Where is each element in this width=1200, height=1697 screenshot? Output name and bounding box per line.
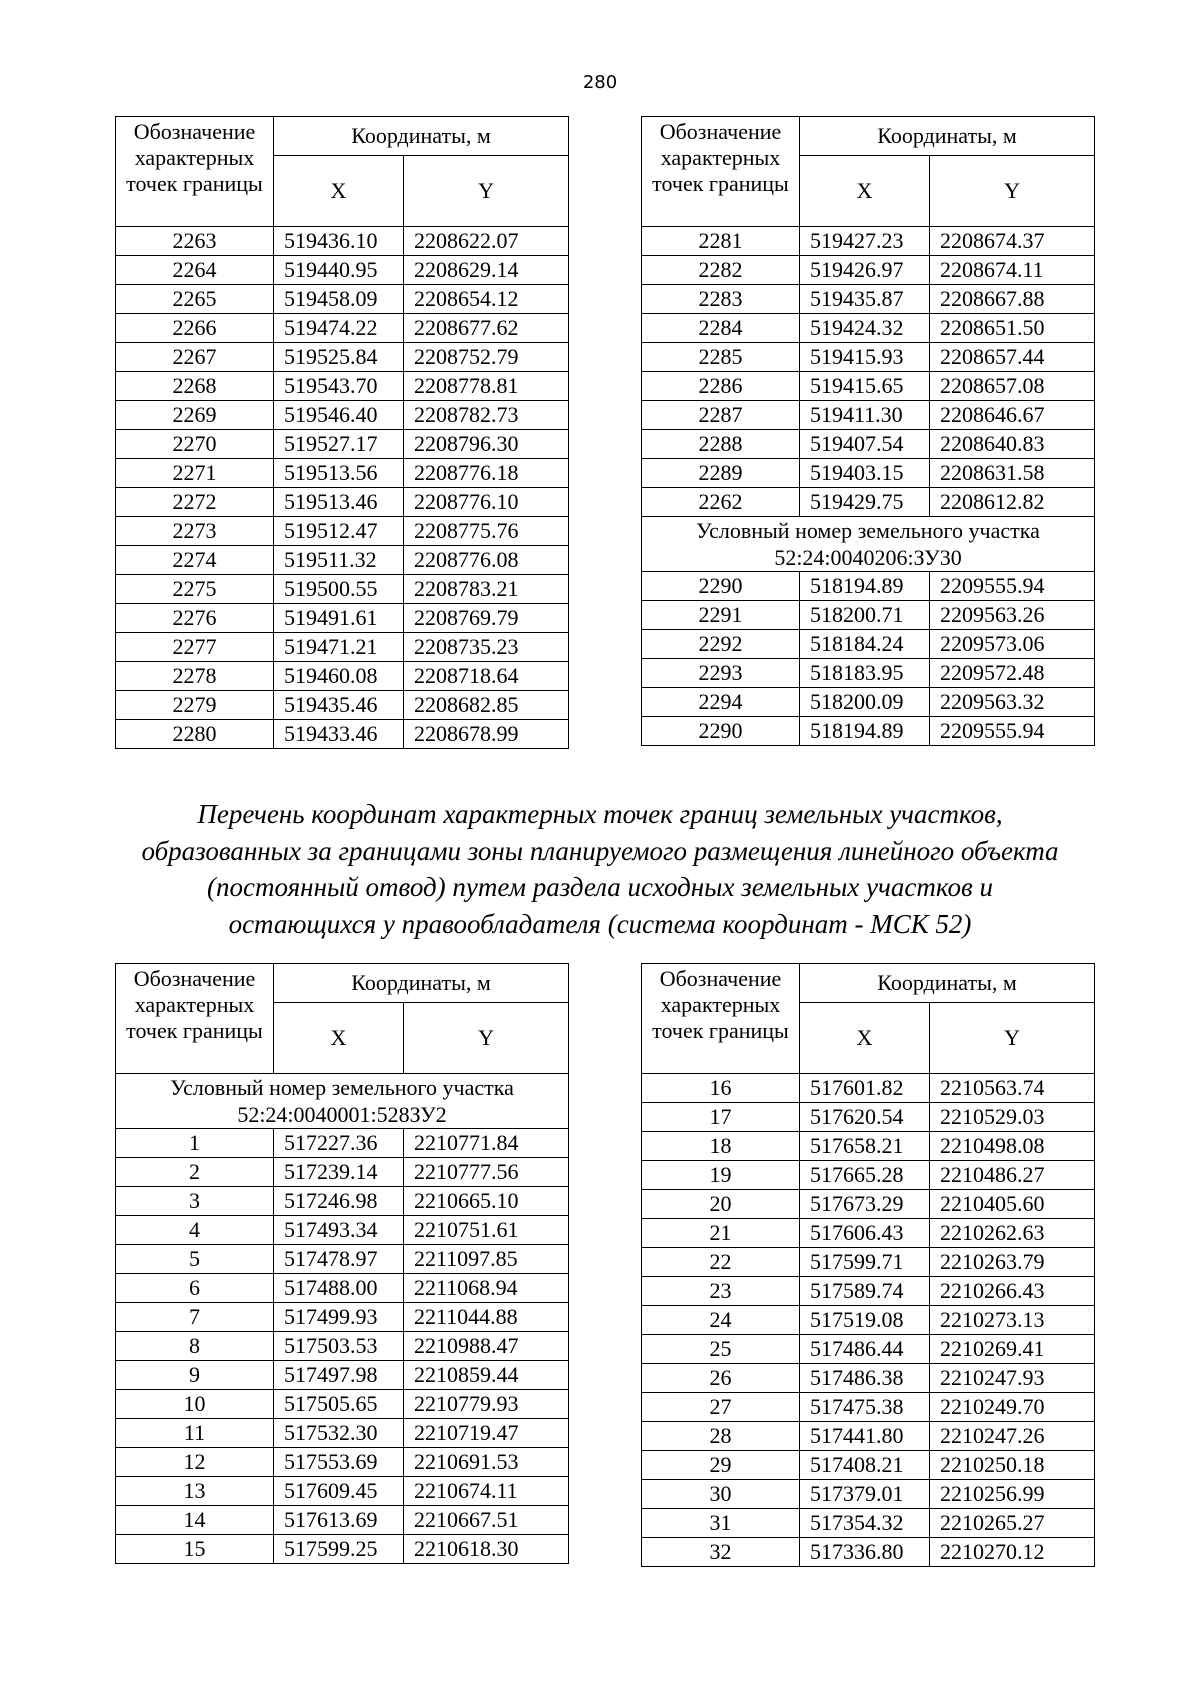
page-number: 280 xyxy=(582,72,618,93)
table-row xyxy=(642,1306,1095,1335)
point-number-cell: 4 xyxy=(116,1216,274,1245)
point-number-cell: 2267 xyxy=(116,343,274,372)
table-row xyxy=(642,1509,1095,1538)
x-coordinate-cell: 519436.10 xyxy=(274,227,404,256)
point-number-cell: 31 xyxy=(642,1509,800,1538)
x-coordinate-cell: 517599.71 xyxy=(800,1248,930,1277)
x-coordinate-cell: 519424.32 xyxy=(800,314,930,343)
point-number-cell: 8 xyxy=(116,1332,274,1361)
y-coordinate-cell: 2210262.63 xyxy=(930,1219,1095,1248)
x-coordinate-cell: 519427.23 xyxy=(800,227,930,256)
coordinates-table-3 xyxy=(115,963,569,1564)
x-coordinate-cell: 518194.89 xyxy=(800,717,930,746)
x-coordinate-cell: 519474.22 xyxy=(274,314,404,343)
y-coordinate-cell: 2210263.79 xyxy=(930,1248,1095,1277)
y-coordinate-cell: 2208778.81 xyxy=(404,372,569,401)
y-coordinate-cell: 2208631.58 xyxy=(930,459,1095,488)
x-coordinate-cell: 518194.89 xyxy=(800,572,930,601)
y-coordinate-cell: 2210498.08 xyxy=(930,1132,1095,1161)
table-row xyxy=(642,1538,1095,1567)
point-number-cell: 16 xyxy=(642,1074,800,1103)
x-coordinate-cell: 519511.32 xyxy=(274,546,404,575)
y-coordinate-cell: 2208776.18 xyxy=(404,459,569,488)
point-number-cell: 2286 xyxy=(642,372,800,401)
table-row xyxy=(116,633,569,662)
point-number-cell: 2281 xyxy=(642,227,800,256)
table-row xyxy=(642,688,1095,717)
table-row xyxy=(642,1393,1095,1422)
point-number-cell: 19 xyxy=(642,1161,800,1190)
point-label-header: Обозначение характерных точек границы xyxy=(642,117,800,227)
table-row xyxy=(642,1248,1095,1277)
section-heading xyxy=(60,796,1140,942)
y-coordinate-cell: 2208651.50 xyxy=(930,314,1095,343)
y-coordinate-cell: 2208796.30 xyxy=(404,430,569,459)
x-coordinate-cell: 519411.30 xyxy=(800,401,930,430)
table-row xyxy=(116,575,569,604)
point-number-cell: 22 xyxy=(642,1248,800,1277)
y-coordinate-cell: 2208674.37 xyxy=(930,227,1095,256)
y-coordinate-cell: 2208682.85 xyxy=(404,691,569,720)
x-coordinate-cell: 517493.34 xyxy=(274,1216,404,1245)
table-row xyxy=(116,1419,569,1448)
table-row xyxy=(116,517,569,546)
y-coordinate-cell: 2209555.94 xyxy=(930,717,1095,746)
y-coordinate-cell: 2210265.27 xyxy=(930,1509,1095,1538)
table-row xyxy=(642,601,1095,630)
x-coordinate-cell: 519426.97 xyxy=(800,256,930,285)
table-row xyxy=(116,720,569,749)
x-coordinate-cell: 517497.98 xyxy=(274,1361,404,1390)
table-row xyxy=(116,1187,569,1216)
table-row xyxy=(116,1245,569,1274)
y-coordinate-cell: 2208783.21 xyxy=(404,575,569,604)
point-number-cell: 11 xyxy=(116,1419,274,1448)
y-coordinate-cell: 2210771.84 xyxy=(404,1129,569,1158)
point-number-cell: 10 xyxy=(116,1390,274,1419)
x-coordinate-cell: 517354.32 xyxy=(800,1509,930,1538)
y-coordinate-cell: 2208657.44 xyxy=(930,343,1095,372)
point-number-cell: 2274 xyxy=(116,546,274,575)
table-row xyxy=(116,662,569,691)
coordinates-table-1 xyxy=(115,116,569,749)
x-coordinate-cell: 517478.97 xyxy=(274,1245,404,1274)
point-number-cell: 13 xyxy=(116,1477,274,1506)
x-coordinate-cell: 517379.01 xyxy=(800,1480,930,1509)
x-coordinate-cell: 517589.74 xyxy=(800,1277,930,1306)
x-coordinate-cell: 517601.82 xyxy=(800,1074,930,1103)
parcel-number-row xyxy=(116,1074,569,1129)
y-header: Y xyxy=(930,156,1095,227)
point-number-cell: 2285 xyxy=(642,343,800,372)
parcel-label: Условный номер земельного участка xyxy=(170,1075,514,1100)
table-row xyxy=(116,401,569,430)
x-coordinate-cell: 517488.00 xyxy=(274,1274,404,1303)
x-coordinate-cell: 517441.80 xyxy=(800,1422,930,1451)
x-coordinate-cell: 519491.61 xyxy=(274,604,404,633)
y-coordinate-cell: 2208667.88 xyxy=(930,285,1095,314)
y-coordinate-cell: 2209573.06 xyxy=(930,630,1095,659)
y-coordinate-cell: 2210618.30 xyxy=(404,1535,569,1564)
x-coordinate-cell: 517519.08 xyxy=(800,1306,930,1335)
table-row xyxy=(116,488,569,517)
point-number-cell: 2262 xyxy=(642,488,800,517)
coordinates-table-2 xyxy=(641,116,1095,746)
y-coordinate-cell: 2211044.88 xyxy=(404,1303,569,1332)
y-coordinate-cell: 2208776.08 xyxy=(404,546,569,575)
point-number-cell: 15 xyxy=(116,1535,274,1564)
y-coordinate-cell: 2208657.08 xyxy=(930,372,1095,401)
x-coordinate-cell: 517609.45 xyxy=(274,1477,404,1506)
x-coordinate-cell: 517246.98 xyxy=(274,1187,404,1216)
point-number-cell: 2290 xyxy=(642,717,800,746)
point-label-header: Обозначение характерных точек границы xyxy=(642,964,800,1074)
y-coordinate-cell: 2208752.79 xyxy=(404,343,569,372)
table-row xyxy=(642,372,1095,401)
point-number-cell: 7 xyxy=(116,1303,274,1332)
table-row xyxy=(116,1506,569,1535)
point-number-cell: 2263 xyxy=(116,227,274,256)
point-number-cell: 2275 xyxy=(116,575,274,604)
x-coordinate-cell: 517673.29 xyxy=(800,1190,930,1219)
y-header: Y xyxy=(404,1003,569,1074)
y-coordinate-cell: 2210779.93 xyxy=(404,1390,569,1419)
y-coordinate-cell: 2210719.47 xyxy=(404,1419,569,1448)
coordinates-header: Координаты, м xyxy=(274,964,569,1003)
point-number-cell: 25 xyxy=(642,1335,800,1364)
table-row xyxy=(116,285,569,314)
x-coordinate-cell: 517613.69 xyxy=(274,1506,404,1535)
x-coordinate-cell: 519471.21 xyxy=(274,633,404,662)
table-row xyxy=(116,372,569,401)
x-coordinate-cell: 517227.36 xyxy=(274,1129,404,1158)
point-number-cell: 2273 xyxy=(116,517,274,546)
point-number-cell: 2289 xyxy=(642,459,800,488)
point-number-cell: 26 xyxy=(642,1364,800,1393)
x-coordinate-cell: 517620.54 xyxy=(800,1103,930,1132)
coordinates-header: Координаты, м xyxy=(274,117,569,156)
point-number-cell: 23 xyxy=(642,1277,800,1306)
x-coordinate-cell: 517599.25 xyxy=(274,1535,404,1564)
y-coordinate-cell: 2209555.94 xyxy=(930,572,1095,601)
point-number-cell: 2 xyxy=(116,1158,274,1187)
table-row xyxy=(642,401,1095,430)
point-number-cell: 18 xyxy=(642,1132,800,1161)
point-number-cell: 2268 xyxy=(116,372,274,401)
table-row xyxy=(642,1335,1095,1364)
table-row xyxy=(642,1074,1095,1103)
x-header: X xyxy=(274,1003,404,1074)
y-coordinate-cell: 2210563.74 xyxy=(930,1074,1095,1103)
x-coordinate-cell: 519407.54 xyxy=(800,430,930,459)
point-number-cell: 6 xyxy=(116,1274,274,1303)
point-number-cell: 30 xyxy=(642,1480,800,1509)
point-number-cell: 2282 xyxy=(642,256,800,285)
point-number-cell: 2265 xyxy=(116,285,274,314)
y-coordinate-cell: 2210777.56 xyxy=(404,1158,569,1187)
coordinates-table-4 xyxy=(641,963,1095,1567)
point-number-cell: 9 xyxy=(116,1361,274,1390)
parcel-number: 52:24:0040206:ЗУ30 xyxy=(774,545,962,570)
table-row xyxy=(642,1161,1095,1190)
table-row xyxy=(116,691,569,720)
x-coordinate-cell: 519433.46 xyxy=(274,720,404,749)
x-coordinate-cell: 519513.46 xyxy=(274,488,404,517)
y-coordinate-cell: 2208678.99 xyxy=(404,720,569,749)
x-coordinate-cell: 518200.71 xyxy=(800,601,930,630)
y-coordinate-cell: 2210247.93 xyxy=(930,1364,1095,1393)
table-row xyxy=(116,1129,569,1158)
y-coordinate-cell: 2209563.32 xyxy=(930,688,1095,717)
y-coordinate-cell: 2211097.85 xyxy=(404,1245,569,1274)
y-coordinate-cell: 2208654.12 xyxy=(404,285,569,314)
y-coordinate-cell: 2210273.13 xyxy=(930,1306,1095,1335)
table-row xyxy=(116,430,569,459)
x-header: X xyxy=(274,156,404,227)
point-number-cell: 2290 xyxy=(642,572,800,601)
table-row xyxy=(642,227,1095,256)
y-coordinate-cell: 2210405.60 xyxy=(930,1190,1095,1219)
y-coordinate-cell: 2210859.44 xyxy=(404,1361,569,1390)
x-coordinate-cell: 517503.53 xyxy=(274,1332,404,1361)
x-coordinate-cell: 519500.55 xyxy=(274,575,404,604)
point-number-cell: 2292 xyxy=(642,630,800,659)
point-number-cell: 21 xyxy=(642,1219,800,1248)
point-number-cell: 2294 xyxy=(642,688,800,717)
x-coordinate-cell: 519403.15 xyxy=(800,459,930,488)
point-number-cell: 2278 xyxy=(116,662,274,691)
y-coordinate-cell: 2210665.10 xyxy=(404,1187,569,1216)
x-coordinate-cell: 517475.38 xyxy=(800,1393,930,1422)
x-coordinate-cell: 519435.46 xyxy=(274,691,404,720)
x-coordinate-cell: 519527.17 xyxy=(274,430,404,459)
table-row xyxy=(642,459,1095,488)
table-row xyxy=(642,1219,1095,1248)
point-number-cell: 2266 xyxy=(116,314,274,343)
x-header: X xyxy=(800,156,930,227)
x-coordinate-cell: 519415.65 xyxy=(800,372,930,401)
x-coordinate-cell: 517553.69 xyxy=(274,1448,404,1477)
table-row xyxy=(642,717,1095,746)
table-row xyxy=(642,430,1095,459)
table-row xyxy=(642,1422,1095,1451)
coordinates-header: Координаты, м xyxy=(800,964,1095,1003)
point-number-cell: 2293 xyxy=(642,659,800,688)
point-number-cell: 3 xyxy=(116,1187,274,1216)
y-coordinate-cell: 2210249.70 xyxy=(930,1393,1095,1422)
table-row xyxy=(642,572,1095,601)
x-coordinate-cell: 517606.43 xyxy=(800,1219,930,1248)
heading-line: Перечень координат характерных точек границ земельных участков, xyxy=(197,799,1003,829)
table-row xyxy=(116,256,569,285)
y-header: Y xyxy=(930,1003,1095,1074)
y-coordinate-cell: 2208646.67 xyxy=(930,401,1095,430)
point-number-cell: 20 xyxy=(642,1190,800,1219)
y-coordinate-cell: 2210751.61 xyxy=(404,1216,569,1245)
table-row xyxy=(116,227,569,256)
x-coordinate-cell: 517336.80 xyxy=(800,1538,930,1567)
y-coordinate-cell: 2208775.76 xyxy=(404,517,569,546)
x-coordinate-cell: 519458.09 xyxy=(274,285,404,314)
y-coordinate-cell: 2208769.79 xyxy=(404,604,569,633)
heading-line: остающихся у правообладателя (система координат - МСК 52) xyxy=(228,908,972,939)
y-coordinate-cell: 2210691.53 xyxy=(404,1448,569,1477)
point-number-cell: 2291 xyxy=(642,601,800,630)
table-row xyxy=(642,659,1095,688)
table-row xyxy=(642,488,1095,517)
x-coordinate-cell: 519512.47 xyxy=(274,517,404,546)
x-coordinate-cell: 519435.87 xyxy=(800,285,930,314)
table-row xyxy=(116,1477,569,1506)
table-row xyxy=(642,1364,1095,1393)
y-coordinate-cell: 2208612.82 xyxy=(930,488,1095,517)
y-coordinate-cell: 2210486.27 xyxy=(930,1161,1095,1190)
table-row xyxy=(642,285,1095,314)
point-number-cell: 27 xyxy=(642,1393,800,1422)
y-coordinate-cell: 2210674.11 xyxy=(404,1477,569,1506)
heading-line: образованных за границами зоны планируемого размещения линейного объекта xyxy=(141,835,1059,866)
point-number-cell: 1 xyxy=(116,1129,274,1158)
x-coordinate-cell: 519543.70 xyxy=(274,372,404,401)
table-row xyxy=(116,1535,569,1564)
point-number-cell: 2280 xyxy=(116,720,274,749)
y-coordinate-cell: 2208622.07 xyxy=(404,227,569,256)
x-coordinate-cell: 517505.65 xyxy=(274,1390,404,1419)
parcel-number-row xyxy=(642,517,1095,572)
y-coordinate-cell: 2208735.23 xyxy=(404,633,569,662)
y-coordinate-cell: 2210529.03 xyxy=(930,1103,1095,1132)
point-number-cell: 2270 xyxy=(116,430,274,459)
point-number-cell: 2284 xyxy=(642,314,800,343)
y-coordinate-cell: 2210667.51 xyxy=(404,1506,569,1535)
table-row xyxy=(116,459,569,488)
point-number-cell: 2276 xyxy=(116,604,274,633)
table-row xyxy=(116,1216,569,1245)
point-number-cell: 2279 xyxy=(116,691,274,720)
table-row xyxy=(116,1274,569,1303)
x-header: X xyxy=(800,1003,930,1074)
point-number-cell: 2271 xyxy=(116,459,274,488)
table-row xyxy=(116,604,569,633)
y-coordinate-cell: 2208677.62 xyxy=(404,314,569,343)
table-row xyxy=(642,314,1095,343)
heading-line: (постоянный отвод) путем раздела исходных земельных участков и xyxy=(207,872,993,902)
y-coordinate-cell: 2208640.83 xyxy=(930,430,1095,459)
table-row xyxy=(116,1448,569,1477)
point-number-cell: 2272 xyxy=(116,488,274,517)
table-row xyxy=(642,630,1095,659)
x-coordinate-cell: 519525.84 xyxy=(274,343,404,372)
x-coordinate-cell: 517665.28 xyxy=(800,1161,930,1190)
x-coordinate-cell: 517532.30 xyxy=(274,1419,404,1448)
x-coordinate-cell: 517499.93 xyxy=(274,1303,404,1332)
point-number-cell: 2287 xyxy=(642,401,800,430)
y-coordinate-cell: 2208776.10 xyxy=(404,488,569,517)
table-row xyxy=(642,1103,1095,1132)
point-number-cell: 24 xyxy=(642,1306,800,1335)
point-number-cell: 12 xyxy=(116,1448,274,1477)
parcel-label: Условный номер земельного участка xyxy=(696,518,1040,543)
point-number-cell: 2264 xyxy=(116,256,274,285)
table-row xyxy=(116,1332,569,1361)
y-coordinate-cell: 2210250.18 xyxy=(930,1451,1095,1480)
table-row xyxy=(642,256,1095,285)
point-number-cell: 5 xyxy=(116,1245,274,1274)
y-coordinate-cell: 2209572.48 xyxy=(930,659,1095,688)
y-coordinate-cell: 2208674.11 xyxy=(930,256,1095,285)
y-coordinate-cell: 2209563.26 xyxy=(930,601,1095,630)
table-row xyxy=(116,1361,569,1390)
x-coordinate-cell: 518200.09 xyxy=(800,688,930,717)
y-coordinate-cell: 2210256.99 xyxy=(930,1480,1095,1509)
point-number-cell: 17 xyxy=(642,1103,800,1132)
x-coordinate-cell: 519513.56 xyxy=(274,459,404,488)
y-coordinate-cell: 2208718.64 xyxy=(404,662,569,691)
point-number-cell: 2277 xyxy=(116,633,274,662)
table-row xyxy=(642,1190,1095,1219)
y-coordinate-cell: 2210269.41 xyxy=(930,1335,1095,1364)
point-label-header: Обозначение характерных точек границы xyxy=(116,964,274,1074)
table-row xyxy=(642,1451,1095,1480)
y-coordinate-cell: 2210266.43 xyxy=(930,1277,1095,1306)
y-header: Y xyxy=(404,156,569,227)
table-row xyxy=(642,1132,1095,1161)
point-number-cell: 32 xyxy=(642,1538,800,1567)
table-row xyxy=(642,1277,1095,1306)
y-coordinate-cell: 2208782.73 xyxy=(404,401,569,430)
x-coordinate-cell: 518184.24 xyxy=(800,630,930,659)
x-coordinate-cell: 519429.75 xyxy=(800,488,930,517)
point-number-cell: 14 xyxy=(116,1506,274,1535)
y-coordinate-cell: 2210270.12 xyxy=(930,1538,1095,1567)
table-row xyxy=(116,546,569,575)
x-coordinate-cell: 517658.21 xyxy=(800,1132,930,1161)
x-coordinate-cell: 517486.44 xyxy=(800,1335,930,1364)
point-label-header: Обозначение характерных точек границы xyxy=(116,117,274,227)
point-number-cell: 2288 xyxy=(642,430,800,459)
table-row xyxy=(116,1303,569,1332)
parcel-number: 52:24:0040001:528ЗУ2 xyxy=(237,1102,447,1127)
point-number-cell: 28 xyxy=(642,1422,800,1451)
x-coordinate-cell: 519415.93 xyxy=(800,343,930,372)
x-coordinate-cell: 517486.38 xyxy=(800,1364,930,1393)
table-row xyxy=(642,1480,1095,1509)
x-coordinate-cell: 519440.95 xyxy=(274,256,404,285)
point-number-cell: 29 xyxy=(642,1451,800,1480)
x-coordinate-cell: 518183.95 xyxy=(800,659,930,688)
x-coordinate-cell: 519546.40 xyxy=(274,401,404,430)
coordinates-header: Координаты, м xyxy=(800,117,1095,156)
x-coordinate-cell: 517239.14 xyxy=(274,1158,404,1187)
table-row xyxy=(116,1158,569,1187)
table-row xyxy=(116,314,569,343)
table-row xyxy=(116,1390,569,1419)
y-coordinate-cell: 2208629.14 xyxy=(404,256,569,285)
y-coordinate-cell: 2211068.94 xyxy=(404,1274,569,1303)
y-coordinate-cell: 2210247.26 xyxy=(930,1422,1095,1451)
x-coordinate-cell: 519460.08 xyxy=(274,662,404,691)
point-number-cell: 2283 xyxy=(642,285,800,314)
point-number-cell: 2269 xyxy=(116,401,274,430)
table-row xyxy=(642,343,1095,372)
x-coordinate-cell: 517408.21 xyxy=(800,1451,930,1480)
table-row xyxy=(116,343,569,372)
y-coordinate-cell: 2210988.47 xyxy=(404,1332,569,1361)
